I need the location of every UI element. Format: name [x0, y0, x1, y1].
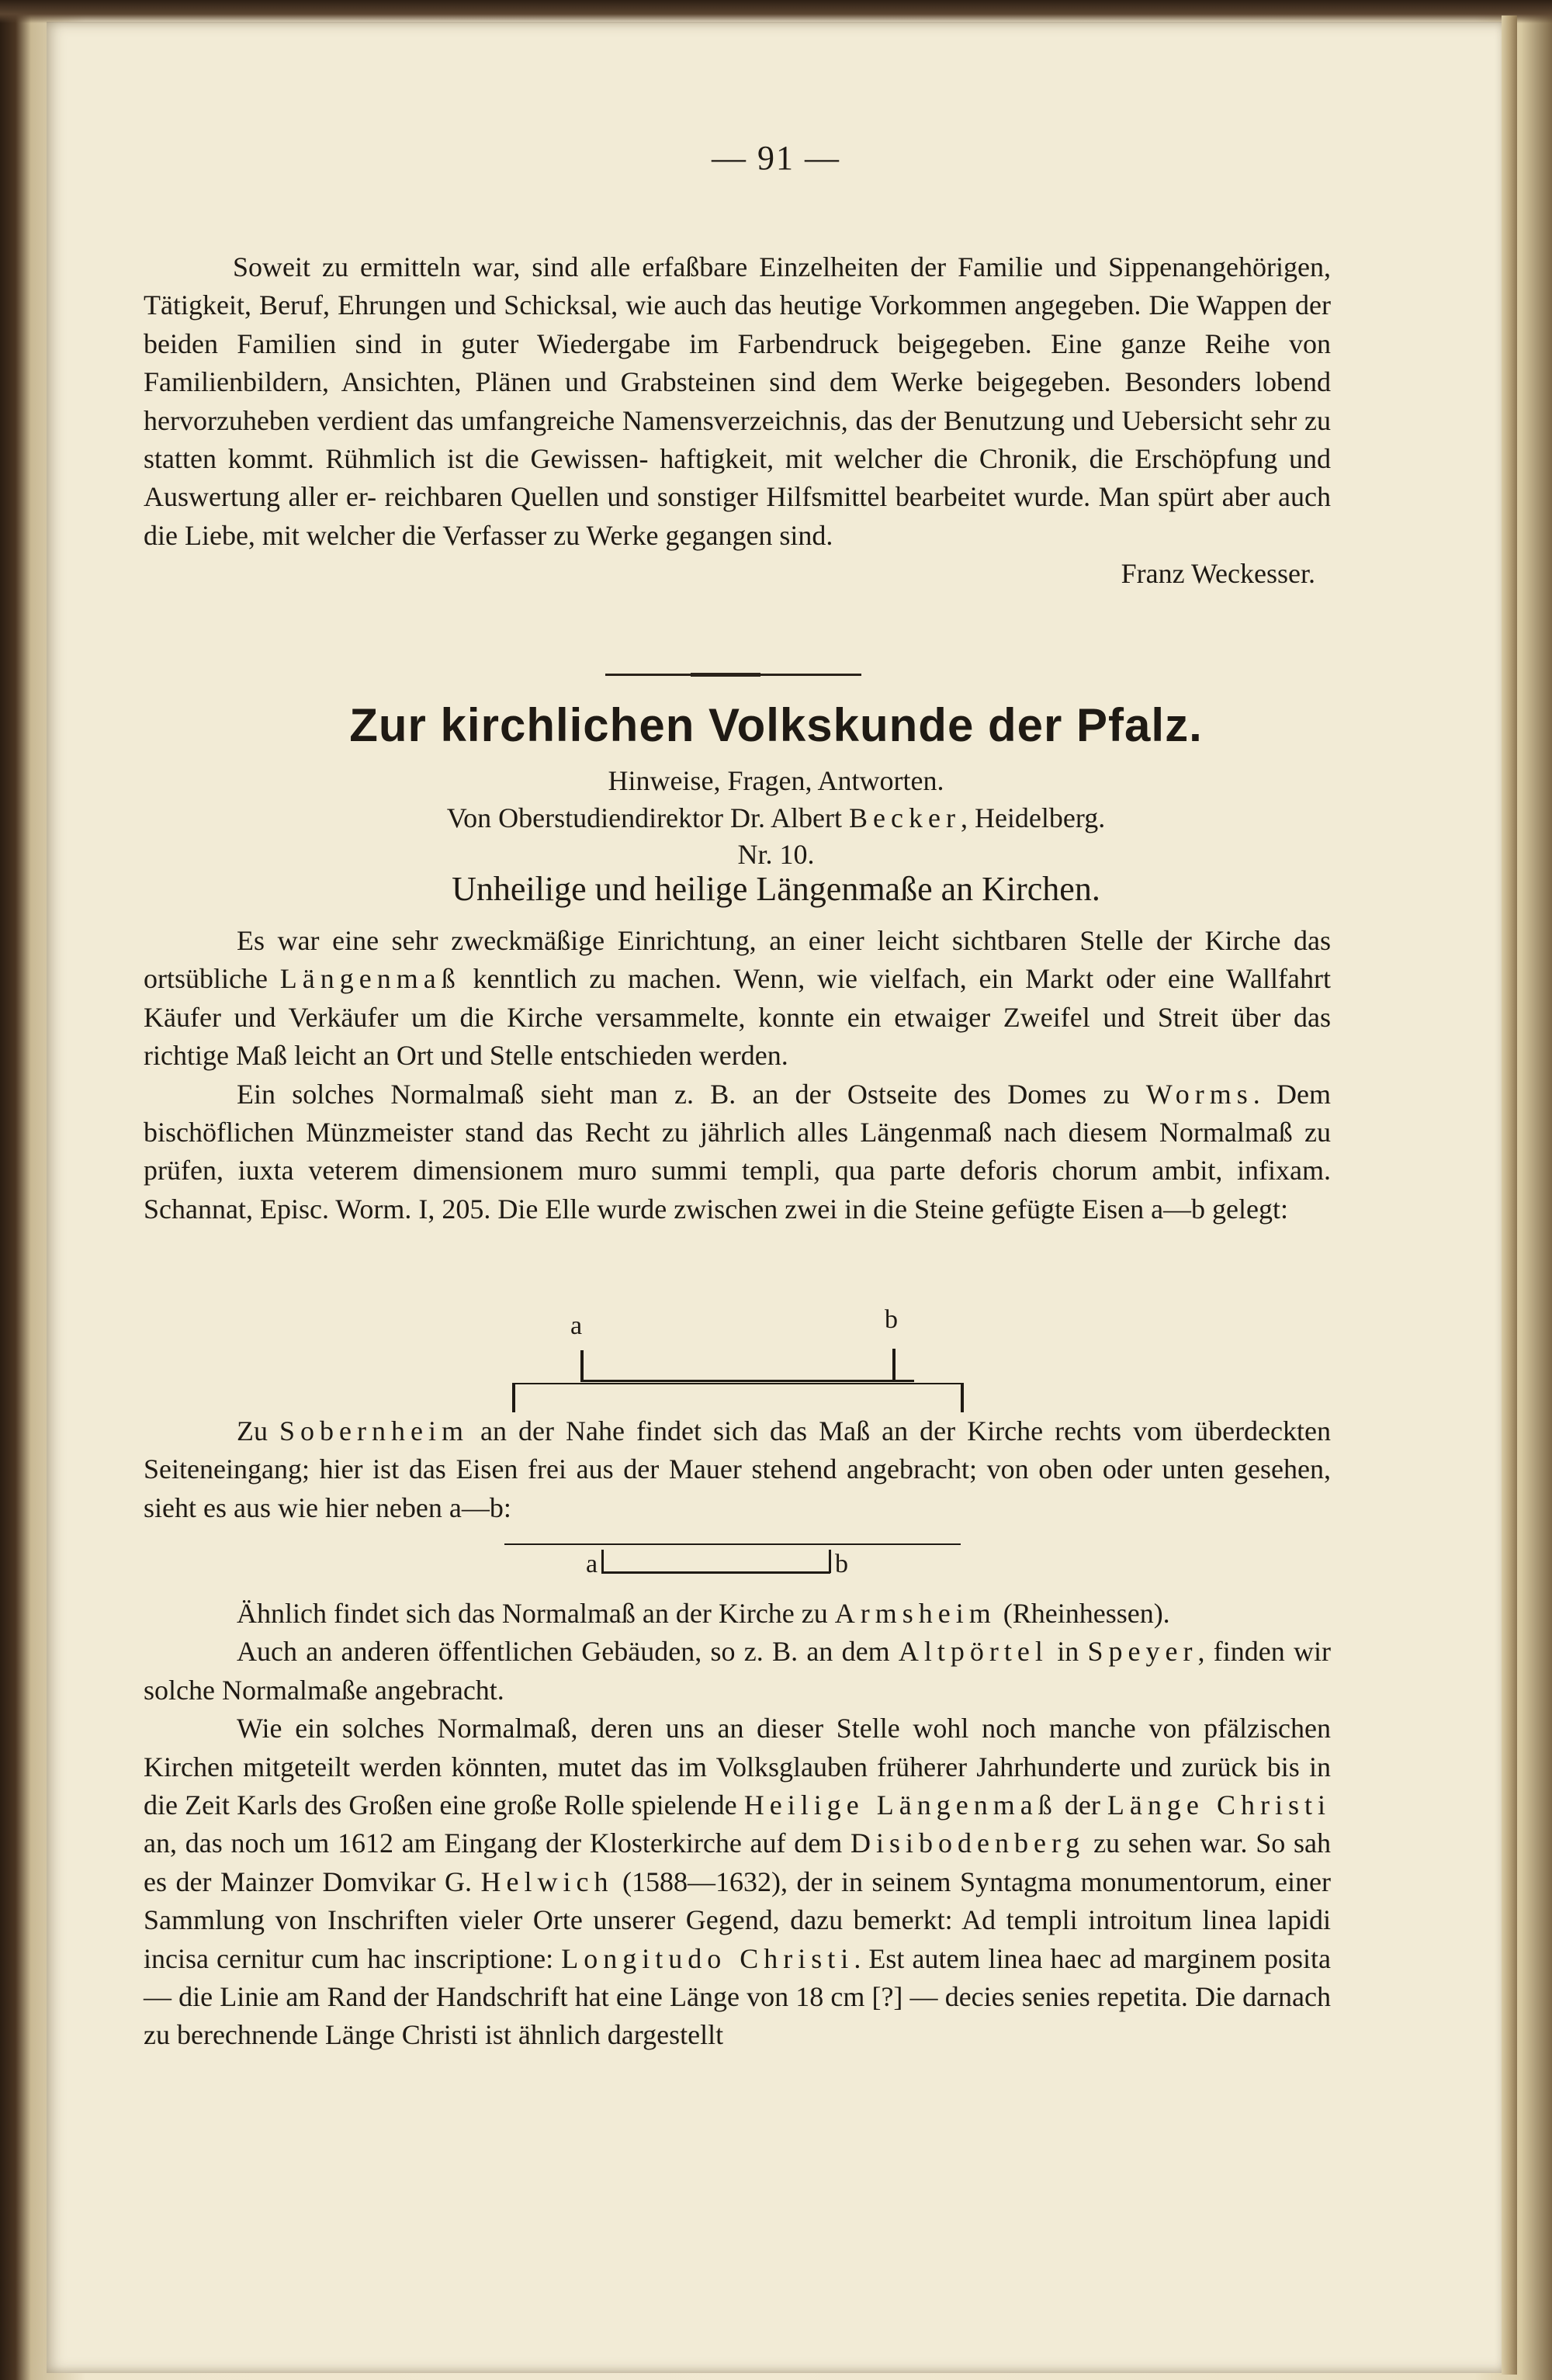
top-edge-shadow	[0, 0, 1552, 23]
author-suffix: , Heidelberg.	[960, 802, 1106, 833]
author-prefix: Von Oberstudiendirektor Dr. Albert	[446, 802, 850, 833]
wall-line	[512, 1383, 962, 1384]
emphasis-armsheim: Armsheim	[834, 1598, 996, 1629]
review-line: Ansichten, Plänen und Grabsteinen sind dem Werke beigegeben. Besonders	[341, 366, 1242, 398]
review-line: Benutzung und Uebersicht sehr zu statten kommt. Rühmlich ist die Gewissen-	[144, 404, 1331, 475]
measure-bar	[580, 1380, 914, 1382]
wall-mark-left	[512, 1383, 515, 1412]
review-line: heutige Vorkommen angegeben. Die Wappen der beiden Familien sind in guter	[144, 289, 1331, 359]
wall-line-top	[504, 1543, 961, 1545]
review-paragraph	[144, 248, 1331, 555]
page-edge	[1502, 16, 1517, 2375]
bracket-left	[601, 1550, 604, 1573]
emphasis-laengenmass: Längenmaß	[279, 963, 461, 995]
body-paragraph-4: Ähnlich findet sich das Normalmaß an der Kirche zu Armsheim (Rheinhessen).	[237, 1598, 1170, 1629]
review-line: lobend hervorzuheben verdient das umfangreiche Namensverzeichnis, das der	[144, 366, 1331, 436]
review-line: Soweit zu ermitteln war, sind alle erfaßbare Einzelheiten der Familie und	[233, 251, 1097, 282]
figure-measure-sobernheim	[504, 1533, 970, 1579]
emphasis-sobernheim: Sobernheim	[279, 1415, 469, 1446]
emphasis-altpoertel: Altpörtel	[898, 1636, 1048, 1668]
figure-label-b: b	[885, 1305, 898, 1334]
bracket-bottom	[601, 1571, 830, 1574]
article-body-part1	[144, 922, 1331, 1228]
review-line: reichbaren Quellen und sonstiger Hilfsmittel bearbeitet wurde. Man spürt aber	[384, 481, 1270, 513]
article-number: Nr. 10.	[737, 839, 815, 870]
article-subtitle: Hinweise, Fragen, Antworten.	[608, 765, 944, 796]
emphasis-laenge-christi: Länge Christi	[1107, 1789, 1331, 1821]
page-number: — 91 —	[712, 139, 840, 177]
body-paragraph-3: Zu Sobernheim an der Nahe findet sich das Maß an der Kirche rechts vom überdeckten Seiteneingang; hier ist das Eisen frei aus der Mauer stehend angebracht; von oben oder unten gesehen, sieht es aus wie hier neben a—b:	[144, 1415, 1331, 1523]
iron-peg-a	[580, 1350, 584, 1381]
figure2-label-b: b	[835, 1550, 848, 1578]
review-line: auch die Liebe, mit welcher die Verfasser zu Werke gegangen sind.	[144, 481, 1332, 551]
emphasis-helwich: Helwich	[480, 1866, 614, 1897]
review-line: Wiedergabe im Farbendruck beigegeben. Eine ganze Reihe von Familienbildern,	[144, 327, 1331, 398]
review-line: Sippenangehörigen, Tätigkeit, Beruf, Ehrungen und Schicksal, wie auch das	[144, 251, 1331, 321]
emphasis-speyer: Speyer	[1087, 1636, 1198, 1668]
section-title: Unheilige und heilige Längenmaße an Kirchen.	[452, 870, 1100, 908]
emphasis-heilige-laengenmass: Heilige Längenmaß	[743, 1789, 1058, 1821]
body-paragraph-2: Ein solches Normalmaß sieht man z. B. an der Ostseite des Domes zu Worms. Dem bischöflichen Münzmeister stand das Recht zu jährlich alles Längenmaß nach diesem Normalmaß zu prüfen, iuxta veterem dimensionem muro summi templi, qua parte deforis chorum ambit, infixam. Schannat, Episc. Worm. I, 205. Die Elle wurde zwischen zwei in die Steine gefügte Eisen a—b gelegt:	[144, 1078, 1331, 1225]
section-divider-mark	[691, 673, 760, 677]
review-line: haftigkeit, mit welcher die Chronik, die Erschöpfung und Auswertung aller er-	[144, 443, 1332, 513]
article-body-part3	[144, 1595, 1331, 2055]
emphasis-disibodenberg: Disibodenberg	[850, 1827, 1086, 1859]
wall-mark-right	[961, 1383, 964, 1412]
emphasis-longitudo-christi: Longitudo Christi	[561, 1942, 854, 1974]
body-paragraph-5: Auch an anderen öffentlichen Gebäuden, so z. B. an dem Altpörtel in Speyer, finden wir solche Normalmaße angebracht.	[144, 1636, 1331, 1706]
iron-peg-b	[892, 1349, 896, 1381]
review-section	[144, 248, 1331, 594]
author-name: Becker	[849, 802, 961, 833]
body-paragraph-1: Es war eine sehr zweckmäßige Einrichtung, an einer leicht sichtbaren Stelle der Kirche das ortsübliche Längenmaß kenntlich zu machen. Wenn, wie vielfach, ein Markt oder eine Wallfahrt Käufer und Verkäufer um die Kirche versammelte, konnte ein etwaiger Zweifel und Streit über das richtige Maß leicht an Ort und Stelle entschieden werden.	[144, 925, 1331, 1072]
figure-label-a: a	[570, 1311, 583, 1340]
review-signature: Franz Weckesser.	[1121, 558, 1315, 590]
article-body-part2	[144, 1412, 1331, 1527]
body-paragraph-6: Wie ein solches Normalmaß, deren uns an dieser Stelle wohl noch manche von pfälzischen Kirchen mitgeteilt werden könnten, mutet das im Volksglauben früherer Jahrhunderte und zurück bis in die Zeit Karls des Großen eine große Rolle spielende Heilige Längenmaß der Länge Christi an, das noch um 1612 am Eingang der Klosterkirche auf dem Disibodenberg zu sehen war. So sah es der Mainzer Domvikar G. Helwich (1588—1632), der in seinem Syntagma monumentorum, einer Sammlung von Inschriften vieler Orte unserer Gegend, dazu bemerkt: Ad templi introitum linea lapidi incisa cernitur cum hac inscriptione: Longitudo Christi. Est autem linea haec ad marginem posita — die Linie am Rand der Handschrift hat eine Länge von 18 cm [?] — decies senies repetita. Die darnach zu berechnende Länge Christi ist ähnlich dargestellt	[144, 1713, 1332, 2051]
figure2-label-a: a	[586, 1550, 598, 1578]
emphasis-worms: Worms	[1145, 1078, 1253, 1110]
figure-measure-worms	[504, 1305, 986, 1412]
article-author	[0, 802, 1552, 834]
section-divider	[605, 674, 861, 676]
article-title: Zur kirchlichen Volkskunde der Pfalz.	[349, 699, 1203, 751]
bracket-right	[829, 1550, 831, 1573]
